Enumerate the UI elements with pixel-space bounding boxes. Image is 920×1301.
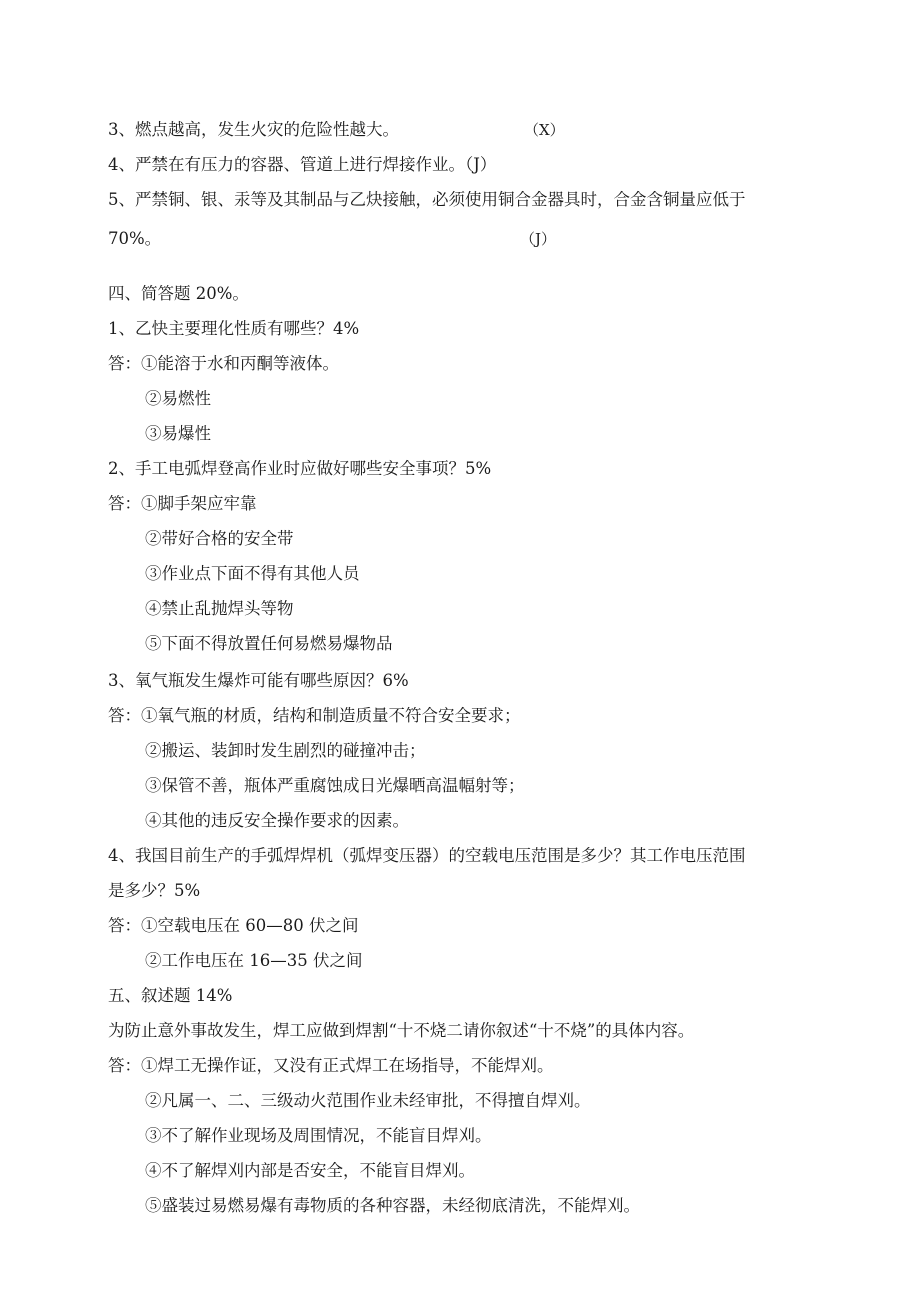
- tf-answer-mark-3: （X）: [524, 121, 565, 139]
- essay-answer-item-2: ②凡属一、二、三级动火范围作业未经审批，不得擅自焊刈。: [145, 1091, 591, 1110]
- essay-prompt: 为防止意外事故发生，焊工应做到焊割“十不烧二请你叙述“十不烧”的具体内容。: [108, 1021, 695, 1040]
- section-heading-essay: 五、叙述题 14%: [108, 986, 233, 1005]
- short-answer-question-4-line-2: 是多少？5%: [108, 881, 201, 900]
- tf-question-3: 3、燃点越高，发生火灾的危险性越大。: [108, 120, 399, 139]
- tf-answer-mark-5: （J）: [520, 230, 557, 248]
- essay-answer-item-5: ⑤盛装过易燃易爆有毒物质的各种容器，未经彻底清洗，不能焊刈。: [145, 1196, 640, 1215]
- answer-1-item-3: ③易爆性: [145, 424, 211, 443]
- essay-answer-item-1: 答：①焊工无操作证，又没有正式焊工在场指导，不能焊刈。: [108, 1056, 554, 1075]
- short-answer-question-2: 2、手工电弧焊登高作业时应做好哪些安全事项？5%: [108, 459, 492, 478]
- answer-1-item-1: 答：①能溶于水和丙酮等液体。: [108, 354, 339, 373]
- tf-question-4: 4、严禁在有压力的容器、管道上进行焊接作业。（J）: [108, 155, 497, 174]
- answer-2-item-4: ④禁止乱抛焊头等物: [145, 599, 294, 618]
- short-answer-question-4-line-1: 4、我国目前生产的手弧焊焊机（弧焊变压器）的空载电压范围是多少？其工作电压范围: [108, 846, 746, 865]
- essay-answer-item-3: ③不了解作业现场及周围情况，不能盲目焊刈。: [145, 1126, 492, 1145]
- tf-question-5-line-1: 5、严禁铜、银、汞等及其制品与乙炔接触，必须使用铜合金器具时，合金含铜量应低于: [108, 190, 746, 209]
- answer-3-item-2: ②搬运、装卸时发生剧烈的碰撞冲击；: [145, 741, 426, 760]
- answer-4-item-2: ②工作电压在 16—35 伏之间: [145, 951, 363, 970]
- short-answer-question-3: 3、氧气瓶发生爆炸可能有哪些原因？6%: [108, 671, 409, 690]
- answer-3-item-4: ④其他的违反安全操作要求的因素。: [145, 811, 409, 830]
- answer-3-item-1: 答：①氧气瓶的材质，结构和制造质量不符合安全要求；: [108, 706, 521, 725]
- answer-2-item-1: 答：①脚手架应牢靠: [108, 494, 257, 513]
- section-heading-short-answer: 四、简答题 20%。: [108, 284, 249, 303]
- answer-2-item-5: ⑤下面不得放置任何易燃易爆物品: [145, 634, 393, 653]
- essay-answer-item-4: ④不了解焊刈内部是否安全，不能盲目焊刈。: [145, 1161, 475, 1180]
- answer-1-item-2: ②易燃性: [145, 389, 211, 408]
- answer-4-item-1: 答：①空载电压在 60—80 伏之间: [108, 916, 359, 935]
- short-answer-question-1: 1、乙快主要理化性质有哪些？4%: [108, 319, 360, 338]
- answer-3-item-3: ③保管不善，瓶体严重腐蚀成日光爆晒高温幅射等；: [145, 776, 525, 795]
- tf-question-5-line-2: 70%。: [108, 229, 162, 248]
- answer-2-item-3: ③作业点下面不得有其他人员: [145, 564, 360, 583]
- answer-2-item-2: ②带好合格的安全带: [145, 529, 294, 548]
